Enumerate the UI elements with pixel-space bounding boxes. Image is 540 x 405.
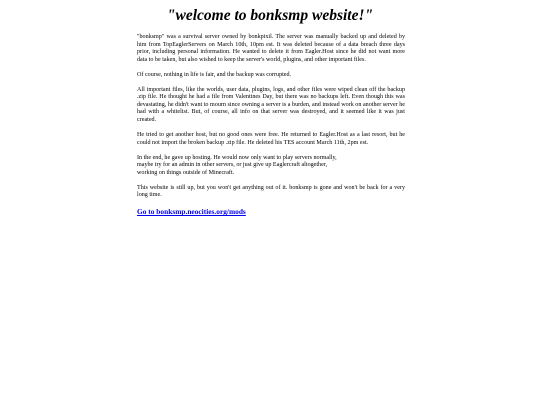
paragraph-files-wiped: All important files, like the worlds, user data, plugins, logs, and other files were wiped clean off the backup .zip file. He thought he had a file from Valentines Day, but there was no backups left. Even though this was devastating, he didn't want to mourn since owning a server is a burden, and instead work on another server he had with a whitelist. But, of course, all info on that server was destroyed, and it seemed like it was just created. <box>137 86 405 123</box>
page-title: "welcome to bonksmp website!" <box>166 7 374 24</box>
paragraph-ending <box>137 155 405 178</box>
main-content <box>137 34 405 218</box>
paragraph-corrupted: Of course, nothing in life is fair, and the backup was corrupted. <box>137 71 292 78</box>
paragraph-intro: "bonksmp" was a survival server owned by bonkpixil. The server was manually backed up and deleted by him from TopEaglerServers on March 10th, 10pm est. It was deleted because of a data breach three days prior, including personal information. He wanted to delete it from Eagler.Host since he did not want more data to be taken, but also wished to keep the server's world, plugins, and other important files. <box>137 34 405 63</box>
ending-line: In the end, he gave up hosting. He would now only want to play servers normally, <box>137 154 337 161</box>
paragraph-new-host: He tried to get another host, but no good ones were free. He returned to Eagler.Host as a last resort, but he could not import the broken backup .zip file. He deleted his TES account March 11th, 2pm est. <box>137 131 405 146</box>
ending-line: working on things outside of Minecraft. <box>137 169 235 176</box>
paragraph-closing: This website is still up, but you won't get anything out of it. bonksmp is gone and won't be back for a very long time. <box>137 184 405 199</box>
mods-page-link[interactable]: Go to bonksmp.neocities.org/mods <box>137 207 246 217</box>
ending-line: maybe try for an admin in other servers, or just give up Eaglercraft altogether, <box>137 162 328 169</box>
